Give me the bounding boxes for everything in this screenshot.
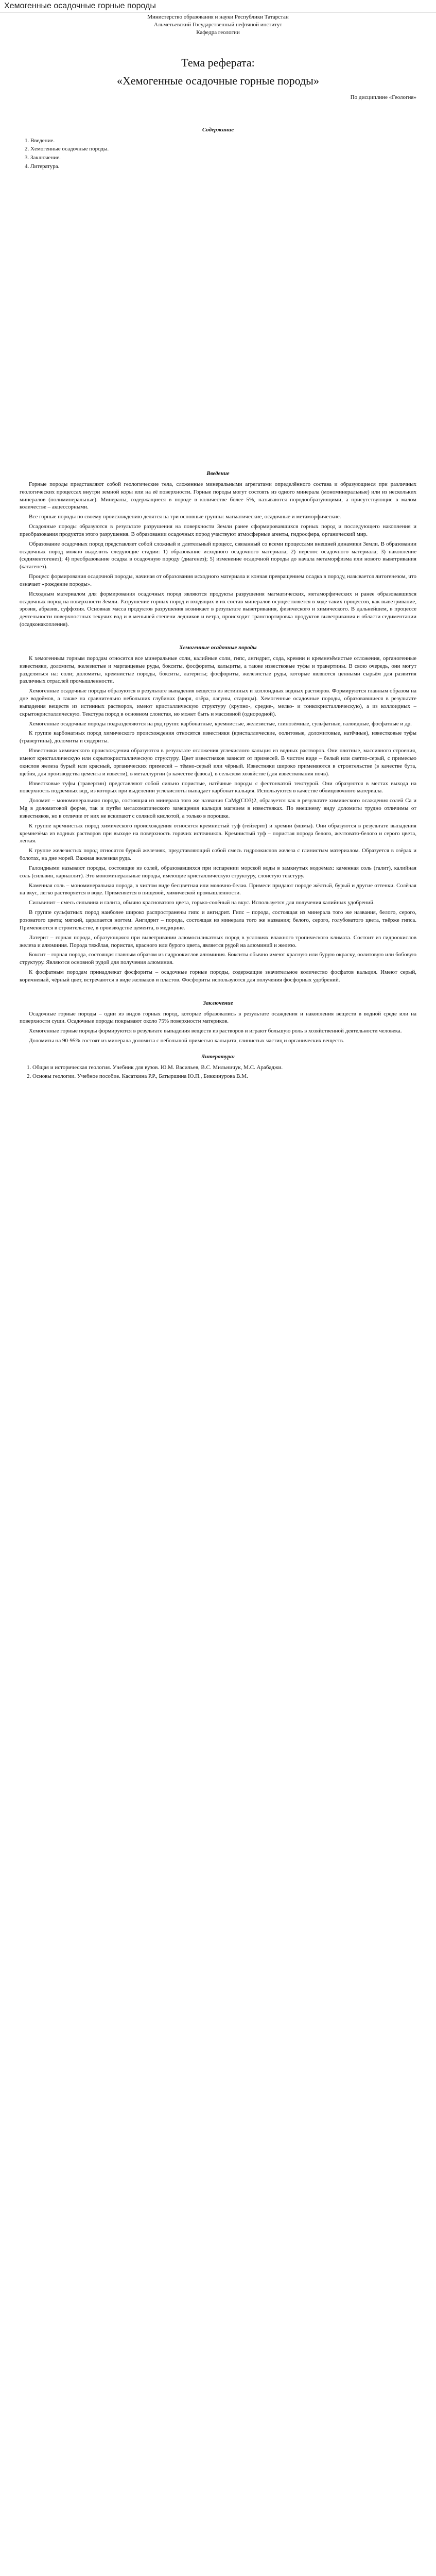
discipline-line: По дисциплине «Геология» <box>350 94 416 100</box>
main-paragraph: К хемогенным горным породам относятся все минеральные соли, калийные соли, гипс, ангидрит, сода, кремни и кремнезёмистые отложения, органогенные известняки, доломиты, железистые и марганцевые руды, бокситы, фосфориты, кальциты, а также известковые туфы и травертины. В свою очередь, они могут разделяться на: соли; доломиты, кремнистые породы, бокситы, латериты; фосфориты, железистые руды, которые являются ценными сырьём для развития различных отраслей промышленности. <box>20 655 416 685</box>
department-line: Кафедра геологии <box>196 29 240 36</box>
main-paragraph: Каменная соль – мономинеральная порода, в чистом виде бесцветная или молочно-белая. Примеси придают породе жёлтый, бурый и другие оттенки. Солёная на вкус, легко растворяется в воде. Применяется в пищевой, химической промышленности. <box>20 882 416 896</box>
main-paragraph: К группе кремнистых пород химического происхождения относятся кремнистый туф (гейзерит) и кремни (яшмы). Они образуются в результате выпадения кремнезёма из водных растворов при выходе на поверхность горячих источников. Кремнистый туф – пористая порода белого, желтовато-белого и серого цвета, легкая. <box>20 822 416 844</box>
toc-heading: Содержание <box>202 126 234 133</box>
intro-heading: Введение <box>206 470 230 477</box>
title-line-1: Тема реферата: <box>181 56 255 69</box>
toc-item: 4. Литература. <box>25 163 60 170</box>
intro-paragraph: Образование осадочных пород представляет собой сложный и длительный процесс, связанный со всеми процессами внешней динамики Земли. В образовании осадочных пород можно выделить следующие стадии: 1) образование исходного осадочного материала; 2) перенос осадочного материала; 3) накопление (седиментогенез); 4) преобразование осадка в осадочную породу (диагенез); 5) изменение осадочной породы до начала метаморфизма или нового выветривания (катагенез). <box>20 540 416 570</box>
literature-heading: Литература: <box>201 1053 235 1060</box>
toc-list <box>20 137 416 171</box>
main-paragraph: Галоидными называют породы, состоящие из солей, образовавшихся при испарении морской воды в замкнутых водоёмах: каменная соль (галит), калийная соль (сильвин, карналлит). Это мономинеральные породы, имеющие кристаллическую структуру, слоистую текстуру. <box>20 865 416 879</box>
intro-paragraph: Осадочные породы образуются в результате разрушения на поверхности Земли ранее сформировавшихся горных пород и последующего накопления и преобразования продуктов этого разрушения. В образовании осадочных пород участвуют атмосферные агенты, гидросфера, органический мир. <box>20 523 416 537</box>
main-paragraph: Известняки химического происхождения образуются в результате отложения углекислого кальция из водных растворов. Они плотные, массивного строения, имеют кристаллическую или скрытокристаллическую структуру. Цвет известняков зависит от примесей. В чистом виде – белый или светло-серый, с примесью окислов железа бурый или красный, органических примесей – тёмно-серый или чёрный. Известняки широко применяются в строительстве (в качестве бута, щебня, для производства цемента и извести), в металлургии (в качестве флюса), в сельском хозяйстве (для известкования почв). <box>20 748 416 777</box>
main-paragraph: Хемогенные осадочные породы подразделяются на ряд групп: карбонатные, кремнистые, железистые, глинозёмные, сульфатные, галоидные, фосфатные и др. <box>29 720 412 727</box>
main-paragraph: К группе карбонатных пород химического происхождения относятся известняки (кристаллические, оолитовые, доломитовые, натёчные), известковые туфы (травертины), доломиты и сидериты. <box>20 730 416 744</box>
main-paragraph: Известковые туфы (травертин) представляют собой сильно пористые, натёчные породы с фестончатой текстурой. Они образуются в местах выхода на поверхность подземных вод, из которых при выделении углекислоты выпадает карбонат кальция. Используются в качестве облицовочного материала. <box>20 780 416 794</box>
institute-line: Альметьевский Государственный нефтяной институт <box>153 21 283 28</box>
window-title: Хемогенные осадочные горные породы <box>4 2 156 10</box>
conclusion-paragraph: Доломиты на 90-95% состоят из минерала доломита с небольшой примесью кальцита, глинистых частиц и органических веществ. <box>29 1038 344 1044</box>
main-paragraph: Доломит – мономинеральная порода, состоящая из минерала того же названия CaMg(CO3)2, образуется как в результате химического осаждения солей Ca и Mg в доломитовой форме, так и путём метасоматического замещения кальция магнием в известняках. По внешнему виду доломиты трудно отличимы от известняков, но в отличие от них не вскипают с соляной кислотой, а только в порошке. <box>20 798 416 819</box>
literature-list <box>20 1064 416 1080</box>
toc-item: 2. Хемогенные осадочные породы. <box>25 146 109 152</box>
main-heading: Хемогенные осадочные породы <box>179 645 257 651</box>
intro-paragraph: Все горные породы по своему происхождению делятся на три основные группы: магматические, осадочные и метаморфические. <box>29 514 341 520</box>
literature-item: 2. Основы геологии. Учебное пособие. Касаткина Р.Р., Батыршина Ю.П., Биккинурова В.М. <box>27 1073 248 1079</box>
toc-item: 1. Введение. <box>25 137 55 144</box>
title-bar <box>0 0 436 13</box>
main-paragraph: Латерит – горная порода, образующаяся при выветривании алюмосиликатных пород в условиях влажного тропического климата. Состоит из гидроокислов железа и алюминия. Порода тяжёлая, пористая, красного или бурого цвета, является рудой на алюминий и железо. <box>20 934 416 948</box>
conclusion-paragraph: Хемогенные горные породы формируются в результате выпадения веществ из растворов и играют большую роль в хозяйственной деятельности человека. <box>29 1028 402 1035</box>
main-paragraph: В группе сульфатных пород наиболее широко распространены гипс и ангидрит. Гипс – порода, состоящая из минерала того же названия, белого, серого, розоватого цвета; мягкий, царапается ногтем. Ангидрит – порода, состоящая из минерала того же названия; белого, серого, голубоватого цвета, твёрже гипса. Применяются в строительстве, в производстве цемента, в медицине. <box>20 909 416 931</box>
title-line-2: «Хемогенные осадочные горные породы» <box>117 74 319 88</box>
main-paragraph: Хемогенные осадочные породы образуются в результате выпадения веществ из истинных и коллоидных водных растворов. Формируются главным образом на дне водоёмов, а также на сравнительно небольших глубинах (моря, озёра, лагуны, старицы). Хемогенные осадочные породы, образовавшиеся в результате выпадения веществ из истинных растворов, имеют кристаллическую структуру (крупно-, средне-, мелко- и тонкокристаллическую), а из коллоидных – скрытокристаллическую. Текстура пород в основном слоистая, но может быть и массивной (однородной). <box>20 688 416 717</box>
conclusion-heading: Заключение <box>203 999 233 1006</box>
document-body <box>20 13 416 1086</box>
toc-item: 3. Заключение. <box>25 155 61 161</box>
intro-paragraph: Исходным материалом для формирования осадочных пород являются продукты разрушения магматических, метаморфических и ранее образовавшихся осадочных пород на поверхности Земли. Разрушение горных пород и входящих в их состав минералов осуществляется в ходе таких процессов, как выветривание, эрозия, абразия, суффозия. Основная масса продуктов разрушения возникает в результате выветривания, физического и химического. В дальнейшем, в процессе деятельности поверхностных текучих вод и в меньшей степени ледников и ветра, происходит транспортировка продуктов выветривания и области седиментации (осадконакопления). <box>20 590 416 628</box>
literature-item: 1. Общая и историческая геология. Учебник для вузов. Ю.М. Васильев, В.С. Мильничук, М.С. Арабаджи. <box>27 1064 283 1071</box>
intro-paragraph: Горные породы представляют собой геологические тела, сложенные минеральными агрегатами определённого состава и образующиеся при различных геологических процессах внутри земной коры или на её поверхности. Горные породы могут состоять из одного минерала (мономинеральные) или из нескольких минералов (полиминеральные). Минералы, содержащиеся в породе в количестве более 5%, называются породообразующими, а присутствующие в малом количестве – акцессорными. <box>20 481 416 511</box>
main-paragraph: К группе железистых пород относятся бурый железняк, представляющий собой смесь гидроокислов железа с глинистым материалом. Образуется в озёрах и болотах, на дне морей. Важная железная руда. <box>20 848 416 862</box>
intro-paragraph: Процесс формирования осадочной породы, начиная от образования исходного материала и кончая превращением осадка в породу, называется литогенезом, что означает «рождение породы». <box>20 573 416 587</box>
main-paragraph: Сильвинит – смесь сильвина и галита, обычно красноватого цвета, горько-солёный на вкус. Используется для получения калийных удобрений. <box>29 900 375 906</box>
conclusion-paragraph: Осадочные горные породы – одни из видов горных пород, которые образовались в результате осаждения и накопления веществ в водной среде или на поверхности суши. Осадочные породы покрывают около 75% поверхности материков. <box>20 1010 416 1025</box>
main-paragraph: Боксит – горная порода, состоящая главным образом из гидроокислов алюминия. Бокситы обычно имеют красную или бурую окраску, оолитовую или бобовую структуру. Являются основной рудой для получения алюминия. <box>20 952 416 966</box>
main-paragraph: К фосфатным породам принадлежат фосфориты – осадочные горные породы, содержащие значительное количество фосфатов кальция. Имеют серый, коричневый, чёрный цвет, встречаются в виде желваков и пластов. Фосфориты используются для получения фосфорных удобрений. <box>20 969 416 983</box>
ministry-line: Министерство образования и науки Республики Татарстан <box>147 14 289 20</box>
